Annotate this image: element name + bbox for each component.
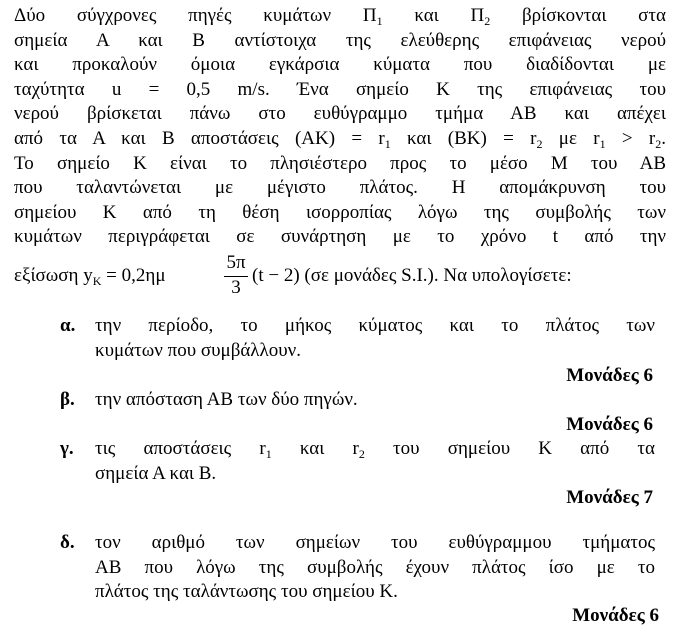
problem-statement: [14, 4, 666, 250]
intro-line-10: κυμάτων περιγράφεται σε συνάρτηση με το χρόνο t από την: [14, 226, 666, 248]
intro-line-1: Δύο σύγχρονες πηγές κυμάτων $\Pi_1$ και $\Pi_2$ βρίσκονται στα: [14, 5, 666, 28]
intro-line-7: Το σημείο Κ είναι το πλησιέστερο προς το μέσο Μ του ΑΒ: [14, 152, 666, 174]
marks-d: Μονάδες 6: [572, 605, 659, 626]
question-b-letter: β.: [60, 389, 75, 410]
equation-line: [14, 252, 666, 300]
equation-fraction: [222, 252, 250, 299]
intro-line-4: ταχύτητα u = 0,5 m/s. Ένα σημείο Κ της επιφάνειας του: [14, 78, 666, 100]
question-d-line-2: ΑΒ που λόγω της συμβολής έχουν πλάτος ίσο με το: [95, 556, 655, 578]
intro-line-2: σημεία Α και Β αντίστοιχα της ελεύθερης επιφάνειας νερού: [14, 29, 666, 51]
marks-a: Μονάδες 6: [566, 365, 653, 386]
intro-line-8: που ταλαντώνεται με μέγιστο πλάτος. Η απομάκρυνση του: [14, 177, 666, 199]
intro-line-5: νερού βρίσκεται πάνω στο ευθύγραμμο τμήμα ΑΒ και απέχει: [14, 103, 666, 125]
question-d: [60, 531, 660, 606]
question-d-line-3: πλάτος της ταλάντωσης του σημείου Κ.: [95, 581, 398, 603]
equation-suffix: (t − 2) (σε μονάδες S.I.). Να υπολογίσετε:: [252, 265, 572, 286]
question-c-letter: γ.: [60, 438, 74, 459]
marks-c: Μονάδες 7: [566, 487, 653, 508]
question-b-line-1: την απόσταση ΑΒ των δύο πηγών.: [95, 389, 358, 410]
question-a-letter: α.: [60, 315, 76, 336]
intro-line-9: σημείου Κ από τη θέση ισορροπίας λόγω της συμβολής των: [14, 201, 666, 223]
marks-b: Μονάδες 6: [566, 414, 653, 435]
question-d-line-1: τον αριθμό των σημείων του ευθύγραμμου τμήματος: [95, 532, 655, 553]
question-a-line-1: την περίοδο, το μήκος κύματος και το πλάτος των: [95, 315, 655, 336]
question-c-line-1: τις αποστάσεις $r_1$ και $r_2$ του σημείου Κ από τα: [95, 438, 655, 461]
fraction-numerator: 5π: [226, 252, 246, 273]
fraction-denominator: 3: [231, 277, 241, 298]
question-c-line-2: σημεία Α και Β.: [95, 462, 217, 484]
question-b: [60, 388, 660, 413]
equation-prefix: εξίσωση $y_K = 0,2\eta\mu$: [14, 265, 166, 288]
question-d-letter: δ.: [60, 532, 75, 553]
question-a: [60, 314, 660, 364]
question-a-line-2: κυμάτων που συμβάλλουν.: [95, 339, 301, 361]
question-c: [60, 437, 660, 487]
intro-line-6: από τα Α και Β αποστάσεις $(AK) = r_1$ και $(BK) = r_2$ με $r_1 > r_2$.: [14, 127, 666, 151]
intro-line-3: και προκαλούν όμοια εγκάρσια κύματα που διαδίδονται με: [14, 54, 666, 76]
